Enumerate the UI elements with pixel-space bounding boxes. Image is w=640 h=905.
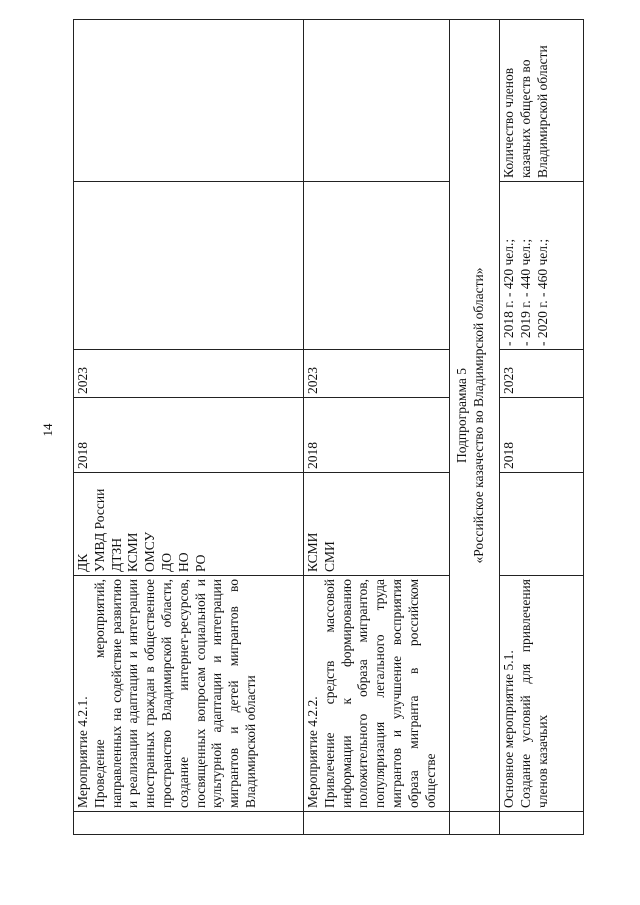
table-row-subprogram-5 [450, 20, 500, 835]
event-title: Мероприятие 4.2.1. [75, 696, 90, 808]
cell-event-description [500, 576, 584, 812]
subprogram-name: «Российское казачество во Владимирской области» [470, 267, 486, 564]
landscape-table-container [73, 20, 588, 835]
cell-indicator: Количество членов казачьих обществ во Владимирской области [500, 20, 584, 182]
cell-event-description [304, 576, 450, 812]
table-row-event-5-1 [500, 20, 584, 835]
result-line: - 2019 г. - 440 чел.; [517, 238, 533, 346]
cell-start-year: 2018 [304, 398, 450, 473]
table-row-event-4-2-1 [74, 20, 304, 835]
cell-result [304, 182, 450, 350]
cell-subprogram-heading [450, 20, 500, 812]
executor: РО [192, 554, 208, 572]
result-line: - 2020 г. - 460 чел.; [534, 238, 550, 346]
executor: НО [175, 552, 191, 572]
event-description: Создание условий для привлечения членов казачьих [517, 579, 550, 808]
cell-event-description [74, 576, 304, 812]
event-description: Проведение мероприятий, направленных на содействие развитию и реализации адаптации и интеграции иностранных граждан в общественное пространство Владимирской области, создание интернет-ресурсов, посвященных вопросам социальной и культурной адаптации и интеграции мигрантов и детей мигрантов во Владимирской области [91, 579, 258, 808]
executor: КСМИ [305, 532, 320, 572]
executor: УМВД России [91, 488, 107, 572]
cell-number [450, 812, 500, 835]
event-title: Основное мероприятие 5.1. [501, 650, 516, 808]
cell-start-year: 2018 [74, 398, 304, 473]
cell-indicator [304, 20, 450, 182]
cell-executors [500, 473, 584, 576]
cell-end-year: 2023 [500, 350, 584, 398]
executor: ДО [158, 553, 174, 572]
executor: СМИ [321, 541, 337, 572]
program-events-table [73, 19, 584, 835]
executor: КСМИ [125, 532, 141, 572]
table-row-event-4-2-2 [304, 20, 450, 835]
result-line: - 2018 г. - 420 чел.; [501, 238, 516, 346]
cell-result [500, 182, 584, 350]
cell-indicator [74, 20, 304, 182]
event-description: Привлечение средств массовой информации к формированию положительного образа мигрантов, популяризация легального труда мигрантов и улучшение восприятия образа мигранта в российском обществе [321, 579, 438, 808]
subprogram-title: Подпрограмма 5 [454, 367, 469, 464]
cell-executors [304, 473, 450, 576]
cell-number [74, 812, 304, 835]
cell-executors [74, 473, 304, 576]
cell-end-year: 2023 [304, 350, 450, 398]
cell-result [74, 182, 304, 350]
page-number: 14 [40, 423, 55, 437]
event-title: Мероприятие 4.2.2. [305, 696, 320, 808]
cell-number [500, 812, 584, 835]
executor: ДК [75, 553, 90, 572]
cell-number [304, 812, 450, 835]
executor: ДТЗН [108, 538, 124, 572]
cell-end-year: 2023 [74, 350, 304, 398]
executor: ОМСУ [142, 531, 158, 572]
cell-start-year: 2018 [500, 398, 584, 473]
